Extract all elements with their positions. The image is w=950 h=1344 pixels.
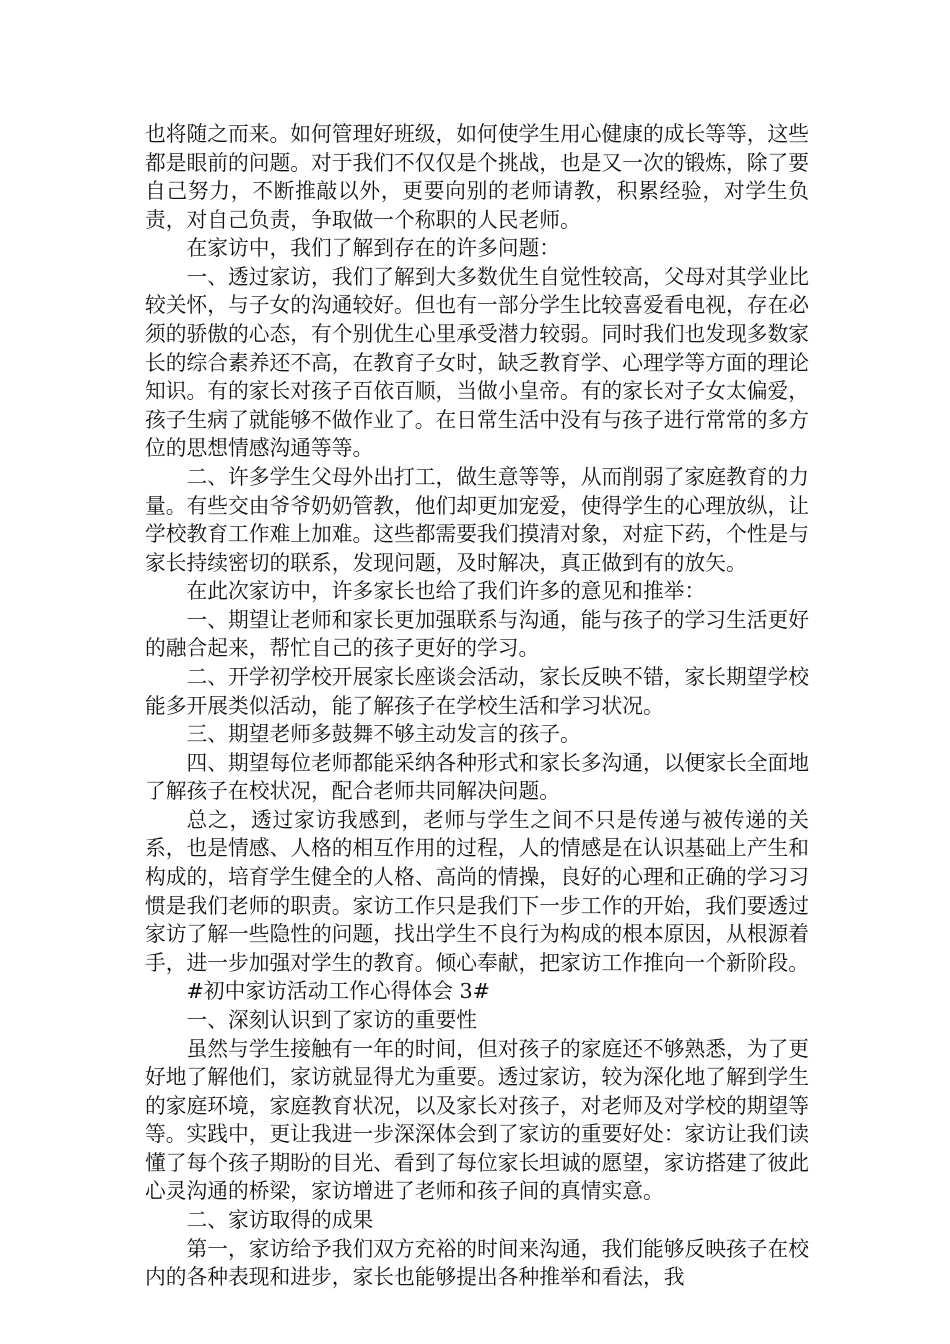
subsection-heading: 一、深刻认识到了家访的重要性 [186, 1007, 478, 1032]
paragraph: 三、期望老师多鼓舞不够主动发言的孩子。 [186, 722, 581, 747]
paragraph: 一、透过家访，我们了解到大多数优生自觉性较高，父母对其学业比较关怀，与子女的沟通较好。但也有一部分学生比较喜爱看电视，存在必须的骄傲的心态，有个别优生心里承受潜力较弱。同时我们也发现多数家长的综合素养还不高，在教育子女时，缺乏教育学、心理学等方面的理论知识。有的家长对孩子百依百顺，当做小皇帝。有的家长对子女太偏爱，孩子生病了就能够不做作业了。在日常生活中没有与孩子进行常常的多方位的思想情感沟通等等。 [145, 264, 810, 461]
subsection-heading: 二、家访取得的成果 [186, 1207, 374, 1232]
paragraph: 总之，透过家访我感到，老师与学生之间不只是传递与被传递的关系，也是情感、人格的相互作用的过程，人的情感是在认识基础上产生和构成的，培育学生健全的人格、高尚的情操，良好的心理和正确的学习习惯是我们老师的职责。家访工作只是我们下一步工作的开始，我们要透过家访了解一些隐性的问题，找出学生不良行为构成的根本原因，从根源着手，进一步加强对学生的教育。倾心奉献，把家访工作推向一个新阶段。 [145, 807, 810, 975]
paragraph: 也将随之而来。如何管理好班级，如何使学生用心健康的成长等等，这些都是眼前的问题。对于我们不仅仅是个挑战，也是又一次的锻炼，除了要自己努力，不断推敲以外，更要向别的老师请教，积累经验，对学生负责，对自己负责，争取做一个称职的人民老师。 [145, 122, 810, 232]
section-heading: #初中家访活动工作心得体会 3# [186, 979, 491, 1004]
paragraph: 虽然与学生接触有一年的时间，但对孩子的家庭还不够熟悉，为了更好地了解他们，家访就显得尤为重要。透过家访，较为深化地了解到学生的家庭环境，家庭教育状况，以及家长对孩子，对老师及对学校的期望等等。实践中，更让我进一步深深体会到了家访的重要好处：家访让我们读懂了每个孩子期盼的目光、看到了每位家长坦诚的愿望，家访搭建了彼此心灵沟通的桥梁，家访增进了老师和孩子间的真情实意。 [145, 1036, 810, 1204]
paragraph: 在家访中，我们了解到存在的许多问题： [186, 236, 561, 261]
document-body [145, 120, 809, 1292]
paragraph: 二、开学初学校开展家长座谈会活动，家长反映不错，家长期望学校能多开展类似活动，能了解孩子在学校生活和学习状况。 [145, 664, 810, 718]
paragraph: 四、期望每位老师都能采纳各种形式和家长多沟通，以便家长全面地了解孩子在校状况，配合老师共同解决问题。 [145, 750, 810, 804]
paragraph: 一、期望让老师和家长更加强联系与沟通，能与孩子的学习生活更好的融合起来，帮忙自己的孩子更好的学习。 [145, 607, 810, 661]
paragraph: 第一，家访给予我们双方充裕的时间来沟通，我们能够反映孩子在校内的各种表现和进步，家长也能够提出各种推举和看法，我 [145, 1236, 810, 1290]
paragraph: 二、许多学生父母外出打工，做生意等等，从而削弱了家庭教育的力量。有些交由爷爷奶奶管教，他们却更加宠爱，使得学生的心理放纵，让学校教育工作难上加难。这些都需要我们摸清对象，对症下药，个性是与家长持续密切的联系，发现问题，及时解决，真正做到有的放矢。 [145, 464, 810, 575]
paragraph: 在此次家访中，许多家长也给了我们许多的意见和推举： [186, 579, 706, 604]
